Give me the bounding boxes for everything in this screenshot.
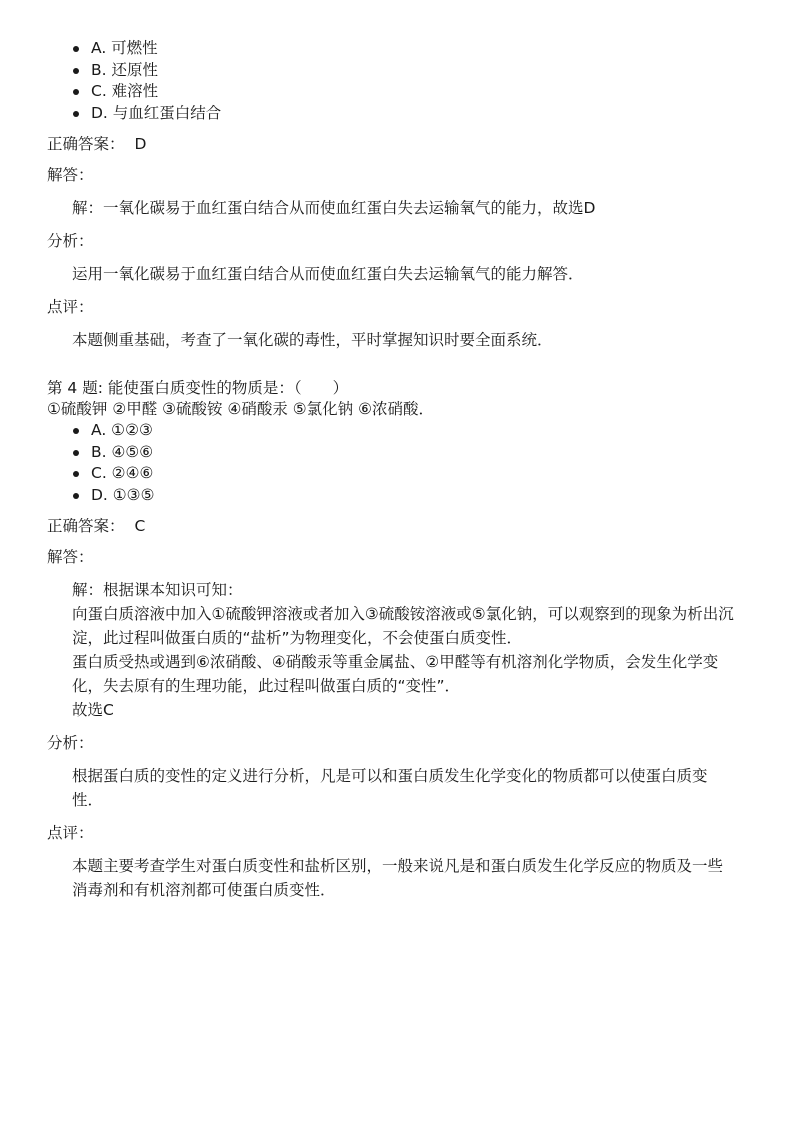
q4-solution-label: 解答： bbox=[47, 548, 94, 566]
q4-solution-line-4: 故选C bbox=[72, 701, 114, 719]
q4-option-b: B. ④⑤⑥ bbox=[73, 442, 737, 464]
q4-answer-value: C bbox=[134, 517, 146, 535]
q3-options-list bbox=[47, 38, 737, 124]
q4-substances: ①硫酸钾 ②甲醛 ③硫酸铵 ④硝酸汞 ⑤氯化钠 ⑥浓硝酸． bbox=[47, 400, 435, 418]
q3-option-d: D. 与血红蛋白结合 bbox=[73, 103, 737, 125]
q3-solution-text bbox=[72, 196, 737, 220]
bullet-icon bbox=[73, 450, 79, 456]
q4-analysis-text bbox=[72, 764, 737, 812]
q4-solution-line-1: 解：根据课本知识可知： bbox=[72, 581, 243, 599]
bullet-icon bbox=[73, 46, 79, 52]
q4-solution-text bbox=[72, 578, 737, 722]
q4-correct-answer bbox=[47, 515, 737, 537]
bullet-icon bbox=[73, 428, 79, 434]
q3-option-c: C. 难溶性 bbox=[73, 81, 737, 103]
q3-comment-label: 点评： bbox=[47, 298, 94, 316]
q4-options-list bbox=[47, 420, 737, 506]
q3-analysis-text bbox=[72, 262, 737, 286]
q4-solution-line-3: 蛋白质受热或遇到⑥浓硝酸、④硝酸汞等重金属盐、②甲醛等有机溶剂化学物质，会发生化学变化，失去原有的生理功能，此过程叫做蛋白质的“变性”． bbox=[72, 653, 719, 695]
q3-answer-value: D bbox=[134, 135, 147, 153]
q3-solution-label: 解答： bbox=[47, 166, 94, 184]
q3-comment-text bbox=[72, 328, 737, 352]
q4-comment-text bbox=[72, 854, 737, 902]
q4-solution-line-2: 向蛋白质溶液中加入①硫酸钾溶液或者加入③硫酸铵溶液或⑤氯化钠，可以观察到的现象为析出沉淀，此过程叫做蛋白质的“盐析”为物理变化，不会使蛋白质变性． bbox=[72, 605, 734, 647]
q3-comment-paragraph: 本题侧重基础，考查了一氧化碳的毒性，平时掌握知识时要全面系统． bbox=[72, 331, 553, 349]
q4-option-d: D. ①③⑤ bbox=[73, 485, 737, 507]
q3-correct-answer bbox=[47, 133, 737, 155]
q3-answer-label: 正确答案： bbox=[47, 135, 125, 153]
q4-analysis-paragraph: 根据蛋白质的变性的定义进行分析，凡是可以和蛋白质发生化学变化的物质都可以使蛋白质变性． bbox=[72, 767, 708, 809]
q4-comment-paragraph: 本题主要考查学生对蛋白质变性和盐析区别，一般来说凡是和蛋白质发生化学反应的物质及一些消毒剂和有机溶剂都可使蛋白质变性． bbox=[72, 857, 724, 899]
q4-title: 第 4 题: 能使蛋白质变性的物质是：（ ） bbox=[47, 379, 349, 397]
document-page bbox=[47, 38, 737, 912]
q3-analysis-label: 分析： bbox=[47, 232, 94, 250]
bullet-icon bbox=[73, 89, 79, 95]
q4-option-c: C. ②④⑥ bbox=[73, 463, 737, 485]
q4-answer-label: 正确答案： bbox=[47, 517, 125, 535]
q3-solution-paragraph: 解：一氧化碳易于血红蛋白结合从而使血红蛋白失去运输氧气的能力，故选D bbox=[72, 199, 596, 217]
bullet-icon bbox=[73, 471, 79, 477]
q4-comment-label: 点评： bbox=[47, 824, 94, 842]
bullet-icon bbox=[73, 493, 79, 499]
q3-option-b: B. 还原性 bbox=[73, 60, 737, 82]
bullet-icon bbox=[73, 68, 79, 74]
q3-analysis-paragraph: 运用一氧化碳易于血红蛋白结合从而使血红蛋白失去运输氧气的能力解答． bbox=[72, 265, 584, 283]
q4-option-a: A. ①②③ bbox=[73, 420, 737, 442]
bullet-icon bbox=[73, 111, 79, 117]
q4-analysis-label: 分析： bbox=[47, 734, 94, 752]
q3-option-a: A. 可燃性 bbox=[73, 38, 737, 60]
